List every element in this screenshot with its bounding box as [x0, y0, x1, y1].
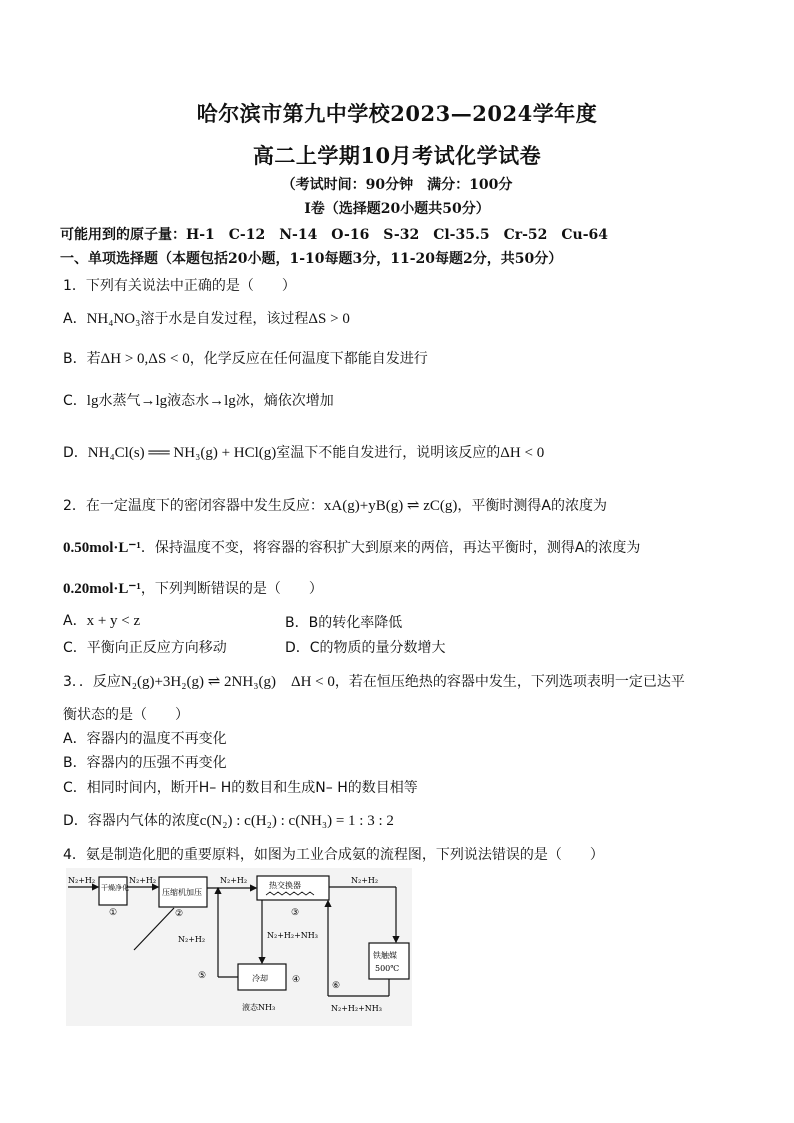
liquid-ammonia-label: 液态NH₃ [242, 1003, 276, 1012]
heat-exchanger-label: 热交换器 [269, 881, 301, 890]
q4-stem: 4．氨是制造化肥的重要原料，如图为工业合成氨的流程图，下列说法错误的是（ ） [63, 847, 604, 863]
step5-number: ⑤ [198, 971, 207, 981]
part-heading: 一、单项选择题（本题包括20小题，1-10每题3分，11-20每题2分，共50分） [60, 251, 563, 267]
catalyst-box [369, 943, 409, 979]
q3-stem-line2: 衡状态的是（ ） [63, 707, 189, 723]
q3-option-a: A．容器内的温度不再变化 [63, 731, 227, 747]
q2-stem-line2: 0.50mol·L⁻¹．保持温度不变，将容器的容积扩大到原来的两倍，再达平衡时，测得A的浓度为 [63, 540, 641, 556]
q2-option-d: D．C的物质的量分数增大 [285, 640, 446, 656]
q3-stem-line1: 3．．反应N₂(g)+3H₂(g) ⇌ 2NH₃(g) ΔH < 0，若在恒压绝热的容器中发生，下列选项表明一定已达平 [63, 674, 685, 690]
return-label: N₂+H₂ [178, 935, 206, 944]
q2-stem-line3: 0.20mol·L⁻¹，下列判断错误的是（ ） [63, 581, 323, 597]
q2-option-c: C．平衡向正反应方向移动 [63, 640, 227, 656]
exam-info: （考试时间：90分钟 满分：100分 [281, 177, 513, 193]
q2-option-a: A．x + y < z [63, 613, 141, 629]
drying-label: 干燥净化 [101, 884, 129, 892]
step3-number: ③ [291, 908, 300, 918]
out-label: N₂+H₂ [351, 876, 379, 885]
q2-stem-line1: 2．在一定温度下的密闭容器中发生反应：xA(g)+yB(g) ⇌ zC(g)，平衡时测得A的浓度为 [63, 498, 607, 514]
q2-option-b: B．B的转化率降低 [285, 615, 403, 631]
exam-title: 哈尔滨市第九中学校2023—2024学年度 [196, 101, 598, 126]
cooler-label: 冷却 [252, 974, 268, 983]
step1-number: ① [109, 908, 118, 918]
down-label: N₂+H₂+NH₃ [267, 931, 318, 940]
q3-option-c: C．相同时间内，断开H– H的数目和生成N– H的数目相等 [63, 780, 418, 796]
q3-option-d: D．容器内气体的浓度c(N₂) : c(H₂) : c(NH₃) = 1 : 3 : 2 [63, 813, 394, 829]
atomic-masses: 可能用到的原子量：H-1 C-12 N-14 O-16 S-32 Cl-35.5 Cr-52 Cu-64 [60, 227, 609, 243]
bottom-label: N₂+H₂+NH₃ [331, 1004, 382, 1013]
q1-option-d: D．NH₄Cl(s) ══ NH₃(g) + HCl(g)室温下不能自发进行，说明该反应的ΔH < 0 [63, 445, 545, 461]
step2-number: ② [175, 909, 184, 919]
q1-option-c: C．lg水蒸气→lg液态水→lg冰，熵依次增加 [63, 393, 334, 409]
q3-option-b: B．容器内的压强不再变化 [63, 755, 227, 771]
catalyst-label: 铁触媒 [373, 951, 397, 960]
catalyst-temp: 500℃ [375, 964, 400, 973]
mid-label: N₂+H₂ [129, 876, 157, 885]
input-label: N₂+H₂ [68, 876, 96, 885]
step4-number: ④ [292, 975, 301, 985]
compressor-label: 压缩机加压 [162, 888, 202, 897]
after-compressor-label: N₂+H₂ [220, 876, 248, 885]
exam-subtitle: 高二上学期10月考试化学试卷 [252, 143, 542, 168]
section-info: I卷（选择题20小题共50分） [304, 201, 490, 217]
ammonia-synthesis-flowchart [66, 868, 412, 1026]
q1-option-a: A．NH₄NO₃溶于水是自发过程，该过程ΔS > 0 [63, 311, 350, 327]
q1-option-b: B．若ΔH > 0,ΔS < 0，化学反应在任何温度下都能自发进行 [63, 351, 428, 367]
q1-stem: 1．下列有关说法中正确的是（ ） [63, 278, 296, 294]
step6-number: ⑥ [332, 981, 341, 991]
